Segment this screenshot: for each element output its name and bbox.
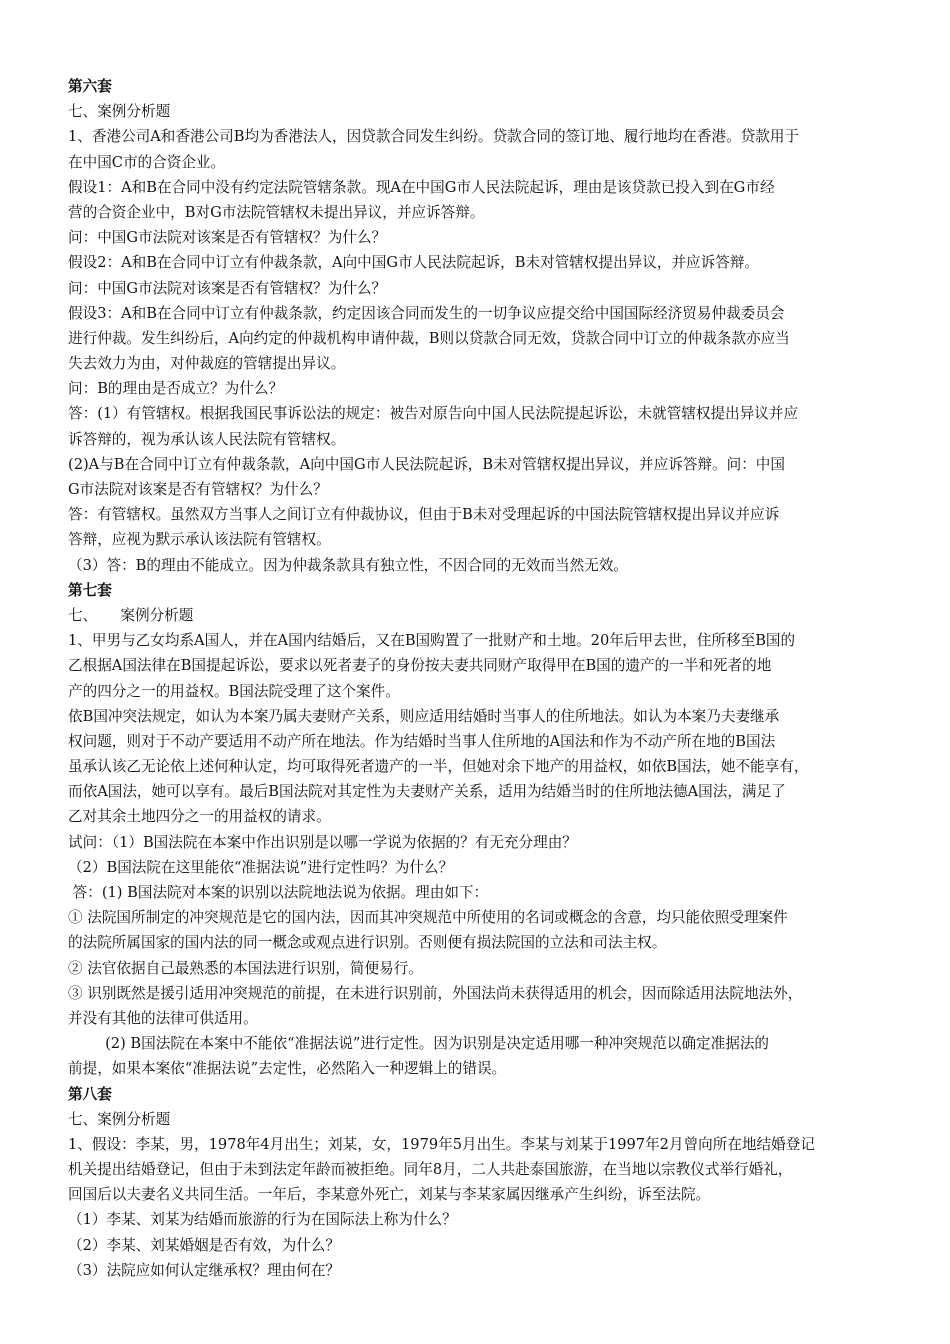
text-line: ① 法院国所制定的冲突规范是它的国内法，因而其冲突规范中所使用的名词或概念的含意，均只能依照受理案件 (68, 909, 788, 927)
text-line: 前提，如果本案依“准据法说”去定性，必然陷入一种逻辑上的错误。 (68, 1060, 507, 1078)
text-line: 问：B的理由是否成立？为什么？ (68, 380, 284, 398)
text-line: （3）法院应如何认定继承权？理由何在？ (68, 1261, 340, 1279)
text-line: (2)A与B在合同中订立有仲裁条款，A向中国G市人民法院起诉，B未对管辖权提出异议，并应诉答辩。问：中国 (68, 455, 785, 473)
text-line: 试问：（1）B国法院在本案中作出识别是以哪一学说为依据的？有无充分理由？ (68, 833, 577, 851)
text-line: 在中国C市的合资企业。 (68, 153, 226, 171)
text-line: 七、案例分析题 (68, 103, 171, 121)
text-line: 诉答辩的，视为承认该人民法院有管辖权。 (68, 430, 346, 448)
text-line: 进行仲裁。发生纠纷后，A向约定的仲裁机构申请仲裁，B则以贷款合同无效，贷款合同中订立的仲裁条款亦应当 (68, 329, 790, 347)
document-page (68, 74, 890, 1283)
text-line: 七、案例分析题 (68, 1110, 171, 1128)
text-line: ② 法官依据自己最熟悉的本国法进行识别，简便易行。 (68, 959, 423, 977)
section-heading: 第八套 (68, 1085, 112, 1103)
text-line: ③ 识别既然是援引适用冲突规范的前提，在未进行识别前，外国法尚未获得适用的机会，因而除适用法院地法外， (68, 984, 803, 1002)
text-line: 1、香港公司A和香港公司B均为香港法人，因贷款合同发生纠纷。贷款合同的签订地、履行地均在香港。贷款用于 (68, 128, 800, 146)
text-line: 假设3：A和B在合同中订立有仲裁条款，约定因该合同而发生的一切争议应提交给中国国际经济贸易仲裁委员会 (68, 304, 785, 322)
text-line: G市法院对该案是否有管辖权？为什么？ (68, 481, 328, 498)
text-line: 1、假设：李某，男，1978年4月出生；刘某，女，1979年5月出生。李某与刘某于1997年2月曾向所在地结婚登记 (68, 1135, 815, 1153)
text-line: 回国后以夫妻名义共同生活。一年后，李某意外死亡，刘某与李某家属因继承产生纠纷，诉至法院。 (68, 1186, 711, 1204)
text-line: 答：(1) B国法院对本案的识别以法院地法说为依据。理由如下： (68, 884, 489, 901)
text-line: 七、 案例分析题 (68, 606, 194, 624)
text-line: 假设1：A和B在合同中没有约定法院管辖条款。现A在中国G市人民法院起诉，理由是该贷款已投入到在G市经 (68, 178, 775, 196)
section-heading: 第六套 (68, 78, 112, 95)
text-line: 的法院所属国家的国内法的同一概念或观点进行识别。否则便有损法院国的立法和司法主权。 (68, 934, 667, 952)
text-line: 乙根据A国法律在B国提起诉讼，要求以死者妻子的身份按夫妻共同财产取得甲在B国的遗产的一半和死者的地 (68, 657, 772, 675)
text-line: 依B国冲突法规定，如认为本案乃属夫妻财产关系，则应适用结婚时当事人的住所地法。如认为本案乃夫妻继承 (68, 707, 780, 725)
section-heading: 第七套 (68, 581, 112, 599)
text-line: 权问题，则对于不动产要适用不动产所在地法。作为结婚时当事人住所地的A国法和作为不动产所在地的B国法 (68, 732, 776, 750)
text-line: 而依A国法，她可以享有。最后B国法院对其定性为夫妻财产关系，适用为结婚当时的住所地法德A国法，满足了 (68, 783, 786, 801)
text-line: 机关提出结婚登记，但由于未到法定年龄而被拒绝。同年8月，二人共赴泰国旅游，在当地以宗教仪式举行婚礼， (68, 1161, 793, 1179)
text-line: 失去效力为由，对仲裁庭的管辖提出异议。 (68, 355, 346, 373)
text-line: 假设2：A和B在合同中订立有仲裁条款，A向中国G市人民法院起诉，B未对管辖权提出异议，并应诉答辩。 (68, 254, 760, 272)
text-line: 并没有其他的法律可供适用。 (68, 1009, 258, 1027)
text-line: 问：中国G市法院对该案是否有管辖权？为什么？ (68, 279, 387, 297)
text-line: 营的合资企业中，B对G市法院管辖权未提出异议，并应诉答辩。 (68, 203, 485, 221)
text-line: 答：有管辖权。虽然双方当事人之间订立有仲裁协议，但由于B未对受理起诉的中国法院管辖权提出异议并应诉 (68, 506, 780, 524)
text-line: 答辩，应视为默示承认该法院有管辖权。 (68, 531, 331, 549)
text-line: 产的四分之一的用益权。B国法院受理了这个案件。 (68, 682, 400, 700)
text-line: （3）答：B的理由不能成立。因为仲裁条款具有独立性，不因合同的无效而当然无效。 (68, 556, 628, 574)
text-line: 1、甲男与乙女均系A国人，并在A国内结婚后，又在B国购置了一批财产和土地。20年后甲去世，住所移至B国的 (68, 632, 796, 650)
text-line: （2）B国法院在这里能依“准据法说”进行定性吗？为什么？ (68, 858, 454, 876)
text-line: 虽承认该乙无论依上述何种认定，均可取得死者遗产的一半，但她对余下地产的用益权，如依B国法，她不能享有， (68, 758, 809, 776)
text-line: 问：中国G市法院对该案是否有管辖权？为什么？ (68, 229, 387, 247)
text-line: （1）李某、刘某为结婚而旅游的行为在国际法上称为什么？ (68, 1211, 457, 1229)
text-line: (2) B国法院在本案中不能依“准据法说”进行定性。因为识别是决定适用哪一种冲突规范以确定准据法的 (68, 1035, 770, 1053)
text-line: （2）李某、刘某婚姻是否有效，为什么？ (68, 1236, 340, 1254)
text-line: 乙对其余土地四分之一的用益权的请求。 (68, 808, 331, 826)
text-line: 答：(1）有管辖权。根据我国民事诉讼法的规定：被告对原告向中国人民法院提起诉讼，未就管辖权提出异议并应 (68, 405, 799, 423)
